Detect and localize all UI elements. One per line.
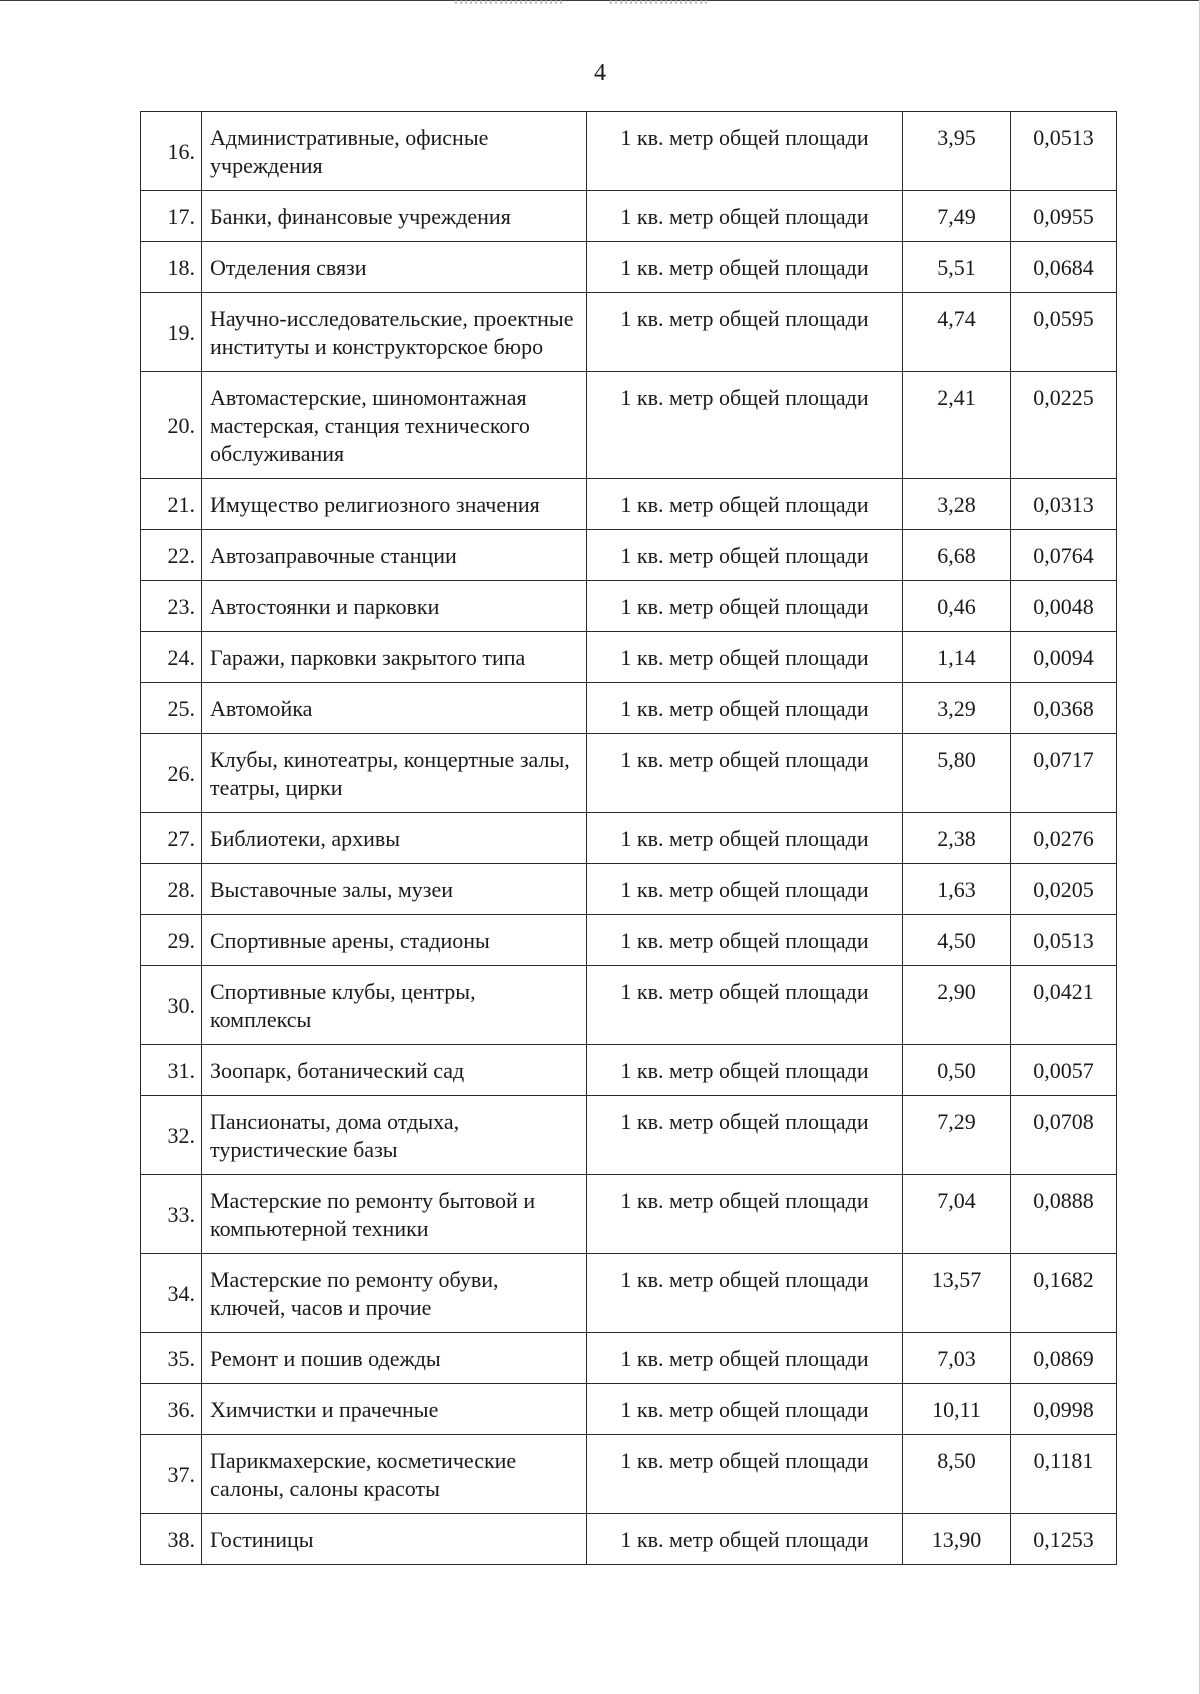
- value-1: 3,95: [903, 112, 1011, 191]
- value-1: 7,04: [903, 1175, 1011, 1254]
- table-row: [141, 683, 1117, 734]
- object-category: Спортивные арены, стадионы: [202, 915, 587, 966]
- value-1: 7,29: [903, 1096, 1011, 1175]
- row-number: 28.: [141, 864, 202, 915]
- row-number: 27.: [141, 813, 202, 864]
- value-1: 2,90: [903, 966, 1011, 1045]
- table-row: [141, 966, 1117, 1045]
- table-row: [141, 1175, 1117, 1254]
- calculation-unit: 1 кв. метр общей площади: [587, 530, 903, 581]
- value-2: 0,0048: [1011, 581, 1117, 632]
- calculation-unit: 1 кв. метр общей площади: [587, 966, 903, 1045]
- object-category: Автозаправочные станции: [202, 530, 587, 581]
- object-category: Имущество религиозного значения: [202, 479, 587, 530]
- object-category: Банки, финансовые учреждения: [202, 191, 587, 242]
- value-2: 0,1253: [1011, 1514, 1117, 1565]
- calculation-unit: 1 кв. метр общей площади: [587, 1384, 903, 1435]
- object-category: Мастерские по ремонту обуви, ключей, часов и прочие: [202, 1254, 587, 1333]
- value-2: 0,0998: [1011, 1384, 1117, 1435]
- value-2: 0,0421: [1011, 966, 1117, 1045]
- value-1: 13,90: [903, 1514, 1011, 1565]
- value-1: 0,50: [903, 1045, 1011, 1096]
- value-2: 0,0094: [1011, 632, 1117, 683]
- object-category: Автомастерские, шиномонтажная мастерская, станция технического обслуживания: [202, 372, 587, 479]
- object-category: Административные, офисные учреждения: [202, 112, 587, 191]
- calculation-unit: 1 кв. метр общей площади: [587, 242, 903, 293]
- table-row: [141, 581, 1117, 632]
- row-number: 23.: [141, 581, 202, 632]
- row-number: 17.: [141, 191, 202, 242]
- value-2: 0,0764: [1011, 530, 1117, 581]
- value-2: 0,0513: [1011, 112, 1117, 191]
- value-1: 3,29: [903, 683, 1011, 734]
- calculation-unit: 1 кв. метр общей площади: [587, 1096, 903, 1175]
- value-2: 0,0869: [1011, 1333, 1117, 1384]
- table-row: [141, 1096, 1117, 1175]
- table-row: [141, 372, 1117, 479]
- row-number: 30.: [141, 966, 202, 1045]
- calculation-unit: 1 кв. метр общей площади: [587, 1175, 903, 1254]
- value-1: 7,03: [903, 1333, 1011, 1384]
- value-2: 0,1181: [1011, 1435, 1117, 1514]
- object-category: Клубы, кинотеатры, концертные залы, театры, цирки: [202, 734, 587, 813]
- table-row: [141, 1384, 1117, 1435]
- scan-artifact: [610, 0, 710, 4]
- table-row: [141, 864, 1117, 915]
- table-row: [141, 293, 1117, 372]
- calculation-unit: 1 кв. метр общей площади: [587, 1333, 903, 1384]
- row-number: 25.: [141, 683, 202, 734]
- calculation-unit: 1 кв. метр общей площади: [587, 1514, 903, 1565]
- table-row: [141, 191, 1117, 242]
- object-category: Библиотеки, архивы: [202, 813, 587, 864]
- table-row: [141, 813, 1117, 864]
- value-2: 0,0368: [1011, 683, 1117, 734]
- object-category: Научно-исследовательские, проектные институты и конструкторское бюро: [202, 293, 587, 372]
- object-category: Выставочные залы, музеи: [202, 864, 587, 915]
- value-1: 5,51: [903, 242, 1011, 293]
- object-category: Мастерские по ремонту бытовой и компьютерной техники: [202, 1175, 587, 1254]
- table-row: [141, 112, 1117, 191]
- object-category: Пансионаты, дома отдыха, туристические базы: [202, 1096, 587, 1175]
- value-2: 0,0225: [1011, 372, 1117, 479]
- table-row: [141, 1045, 1117, 1096]
- row-number: 37.: [141, 1435, 202, 1514]
- table-row: [141, 1514, 1117, 1565]
- value-2: 0,0205: [1011, 864, 1117, 915]
- row-number: 32.: [141, 1096, 202, 1175]
- table-row: [141, 632, 1117, 683]
- page-number: 4: [594, 60, 606, 86]
- table-row: [141, 1435, 1117, 1514]
- calculation-unit: 1 кв. метр общей площади: [587, 1045, 903, 1096]
- table-row: [141, 734, 1117, 813]
- row-number: 20.: [141, 372, 202, 479]
- object-category: Ремонт и пошив одежды: [202, 1333, 587, 1384]
- value-2: 0,0955: [1011, 191, 1117, 242]
- row-number: 33.: [141, 1175, 202, 1254]
- value-2: 0,0057: [1011, 1045, 1117, 1096]
- table-body: [141, 112, 1117, 1565]
- calculation-unit: 1 кв. метр общей площади: [587, 112, 903, 191]
- table-row: [141, 479, 1117, 530]
- value-1: 1,14: [903, 632, 1011, 683]
- calculation-unit: 1 кв. метр общей площади: [587, 632, 903, 683]
- object-category: Химчистки и прачечные: [202, 1384, 587, 1435]
- object-category: Зоопарк, ботанический сад: [202, 1045, 587, 1096]
- row-number: 24.: [141, 632, 202, 683]
- scan-top-edge: [0, 0, 1200, 1]
- calculation-unit: 1 кв. метр общей площади: [587, 1435, 903, 1514]
- row-number: 18.: [141, 242, 202, 293]
- value-1: 10,11: [903, 1384, 1011, 1435]
- calculation-unit: 1 кв. метр общей площади: [587, 479, 903, 530]
- table-row: [141, 1254, 1117, 1333]
- object-category: Отделения связи: [202, 242, 587, 293]
- object-category: Автомойка: [202, 683, 587, 734]
- row-number: 38.: [141, 1514, 202, 1565]
- value-2: 0,0717: [1011, 734, 1117, 813]
- value-1: 3,28: [903, 479, 1011, 530]
- calculation-unit: 1 кв. метр общей площади: [587, 372, 903, 479]
- row-number: 31.: [141, 1045, 202, 1096]
- value-2: 0,0513: [1011, 915, 1117, 966]
- value-2: 0,0684: [1011, 242, 1117, 293]
- row-number: 36.: [141, 1384, 202, 1435]
- value-1: 13,57: [903, 1254, 1011, 1333]
- value-1: 2,41: [903, 372, 1011, 479]
- calculation-unit: 1 кв. метр общей площади: [587, 915, 903, 966]
- row-number: 22.: [141, 530, 202, 581]
- table-row: [141, 915, 1117, 966]
- table-row: [141, 530, 1117, 581]
- value-1: 5,80: [903, 734, 1011, 813]
- tariff-table: [140, 111, 1117, 1565]
- calculation-unit: 1 кв. метр общей площади: [587, 813, 903, 864]
- calculation-unit: 1 кв. метр общей площади: [587, 581, 903, 632]
- value-2: 0,0276: [1011, 813, 1117, 864]
- calculation-unit: 1 кв. метр общей площади: [587, 293, 903, 372]
- value-2: 0,0595: [1011, 293, 1117, 372]
- row-number: 16.: [141, 112, 202, 191]
- value-1: 6,68: [903, 530, 1011, 581]
- scan-artifact: [455, 0, 565, 4]
- value-1: 1,63: [903, 864, 1011, 915]
- object-category: Гостиницы: [202, 1514, 587, 1565]
- calculation-unit: 1 кв. метр общей площади: [587, 864, 903, 915]
- object-category: Автостоянки и парковки: [202, 581, 587, 632]
- value-2: 0,0888: [1011, 1175, 1117, 1254]
- row-number: 26.: [141, 734, 202, 813]
- row-number: 29.: [141, 915, 202, 966]
- object-category: Парикмахерские, косметические салоны, салоны красоты: [202, 1435, 587, 1514]
- row-number: 35.: [141, 1333, 202, 1384]
- value-1: 2,38: [903, 813, 1011, 864]
- value-2: 0,1682: [1011, 1254, 1117, 1333]
- calculation-unit: 1 кв. метр общей площади: [587, 191, 903, 242]
- object-category: Гаражи, парковки закрытого типа: [202, 632, 587, 683]
- table-row: [141, 1333, 1117, 1384]
- calculation-unit: 1 кв. метр общей площади: [587, 734, 903, 813]
- row-number: 34.: [141, 1254, 202, 1333]
- value-1: 8,50: [903, 1435, 1011, 1514]
- value-1: 7,49: [903, 191, 1011, 242]
- calculation-unit: 1 кв. метр общей площади: [587, 1254, 903, 1333]
- table-row: [141, 242, 1117, 293]
- object-category: Спортивные клубы, центры, комплексы: [202, 966, 587, 1045]
- value-2: 0,0708: [1011, 1096, 1117, 1175]
- value-1: 4,74: [903, 293, 1011, 372]
- value-1: 0,46: [903, 581, 1011, 632]
- row-number: 21.: [141, 479, 202, 530]
- row-number: 19.: [141, 293, 202, 372]
- value-2: 0,0313: [1011, 479, 1117, 530]
- value-1: 4,50: [903, 915, 1011, 966]
- calculation-unit: 1 кв. метр общей площади: [587, 683, 903, 734]
